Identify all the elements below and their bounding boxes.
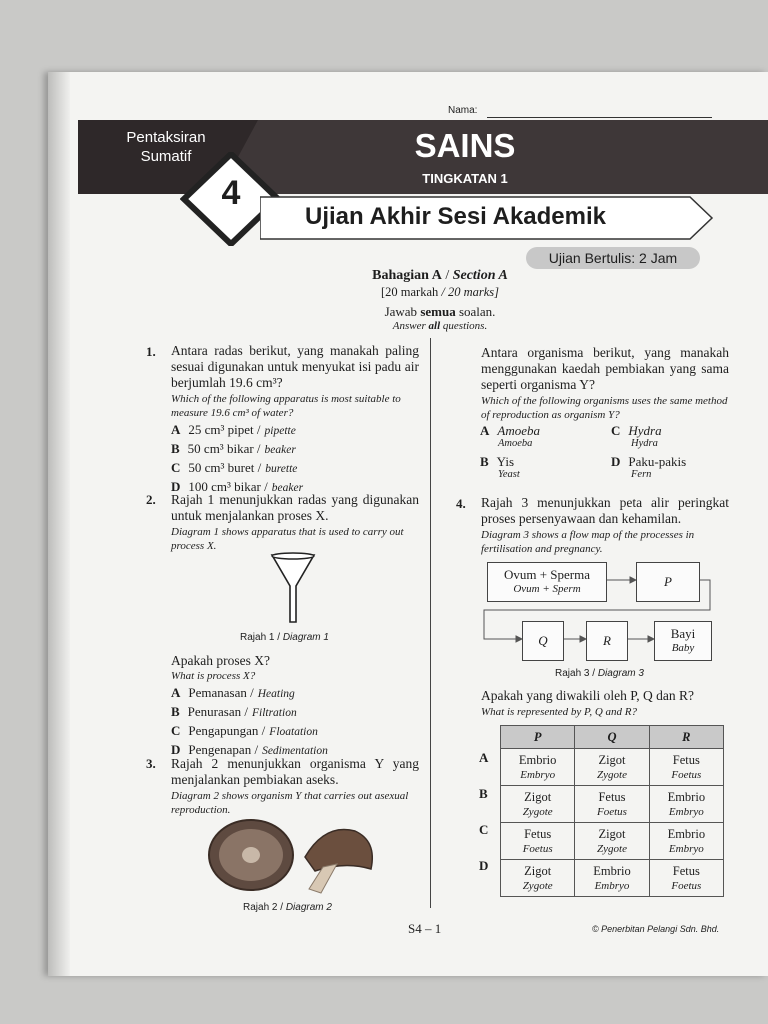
q1-number: 1. <box>146 344 156 359</box>
q2-text-en: Diagram 1 shows apparatus that is used to carry out process X. <box>171 526 404 552</box>
paper-duration: Ujian Bertulis: 2 Jam <box>526 247 700 269</box>
q1-option-d[interactable]: D 100 cm³ bikar / beaker <box>171 479 304 494</box>
q1-option-c[interactable]: C 50 cm³ buret / burette <box>171 460 298 475</box>
section-title-ms: Bahagian A <box>372 268 442 283</box>
brand-line1: Pentaksiran <box>126 129 206 146</box>
flow-end-box: Bayi Baby <box>654 621 712 661</box>
q2-prompt-en: What is process X? <box>171 670 256 682</box>
table-header: Q <box>575 726 649 749</box>
flow-start-box: Ovum + Sperma Ovum + Sperm <box>487 562 607 602</box>
table-row[interactable] <box>501 823 724 860</box>
flow-q-box: Q <box>522 621 564 661</box>
instruction-en: Answer all questions. <box>392 320 488 332</box>
q2-option-a[interactable]: A Pemanasan / Heating <box>171 685 295 700</box>
table-cell: Zigot Zygote <box>501 860 575 897</box>
q4-answer-table <box>500 725 724 897</box>
flow-p-box: P <box>636 562 700 602</box>
q4-row-label-d[interactable]: D <box>479 858 489 873</box>
q2-text-ms: Rajah 1 menunjukkan radas yang digunakan untuk menjalankan proses X. <box>171 492 419 523</box>
q2-option-d[interactable]: D Pengenapan / Sedimentation <box>171 742 328 757</box>
q4-number: 4. <box>456 496 466 511</box>
page-number: S4 – 1 <box>408 921 442 936</box>
table-cell: Embrio Embryo <box>649 823 723 860</box>
table-cell: Zigot Zygote <box>501 786 575 823</box>
funnel-icon <box>268 552 318 627</box>
diagram1-caption: Rajah 1 / Diagram 1 <box>240 632 329 643</box>
table-cell: Fetus Foetus <box>649 860 723 897</box>
q1-text-en: Which of the following apparatus is most suitable to measure 19.6 cm³ of water? <box>171 393 401 419</box>
table-header: R <box>649 726 723 749</box>
column-divider <box>430 338 431 908</box>
q4-row-label-c[interactable]: C <box>479 822 489 837</box>
q1-option-a[interactable]: A 25 cm³ pipet / pipette <box>171 422 296 437</box>
mushroom-image <box>205 817 380 897</box>
q4-prompt-en: What is represented by P, Q and R? <box>481 706 638 718</box>
q3-option-b[interactable]: B Yis Yeast <box>480 454 520 480</box>
section-title-en: Section A <box>452 268 508 283</box>
subject-title: SAINS <box>414 127 516 164</box>
q4-row-label-a[interactable]: A <box>479 750 489 765</box>
q1-option-b[interactable]: B 50 cm³ bikar / beaker <box>171 441 296 456</box>
level-title: TINGKATAN 1 <box>422 171 508 186</box>
table-cell: Fetus Foetus <box>501 823 575 860</box>
q4-text-en: Diagram 3 shows a flow map of the processes in fertilisation and pregnancy. <box>481 529 695 555</box>
brand-line2: Sumatif <box>140 148 192 165</box>
section-marks: [20 markah / 20 marks] <box>380 285 500 299</box>
table-row[interactable] <box>501 749 724 786</box>
diagram3-caption: Rajah 3 / Diagram 3 <box>555 668 644 679</box>
flow-r-box: R <box>586 621 628 661</box>
q4-prompt-ms: Apakah yang diwakili oleh P, Q dan R? <box>481 688 694 703</box>
table-cell: Zigot Zygote <box>575 749 649 786</box>
table-row[interactable] <box>501 786 724 823</box>
q3-option-a[interactable]: A Amoeba Amoeba <box>480 423 540 449</box>
q2-option-b[interactable]: B Penurasan / Filtration <box>171 704 297 719</box>
q2-number: 2. <box>146 492 156 507</box>
q3-text-ms: Rajah 2 menunjukkan organisma Y yang menjalankan pembiakan aseks. <box>171 756 419 787</box>
q2-options <box>171 684 421 760</box>
q3-number: 3. <box>146 756 156 771</box>
table-cell: Embrio Embryo <box>501 749 575 786</box>
table-cell: Embrio Embryo <box>575 860 649 897</box>
diagram2-caption: Rajah 2 / Diagram 2 <box>243 902 332 913</box>
section-title: Bahagian A / Section A <box>372 268 508 283</box>
q4-text-ms: Rajah 3 menunjukkan peta alir peringkat proses persenyawaan dan kehamilan. <box>481 495 729 526</box>
exam-title: Ujian Akhir Sesi Akademik <box>305 203 607 230</box>
table-header: P <box>501 726 575 749</box>
table-cell: Embrio Embryo <box>649 786 723 823</box>
q3-option-c[interactable]: C Hydra Hydra <box>611 423 662 449</box>
q1-text-ms: Antara radas berikut, yang manakah paling sesuai digunakan untuk menyukat isi padu air berjumlah 19.6 cm³? <box>171 343 419 390</box>
page-spine <box>48 72 70 976</box>
table-cell: Fetus Foetus <box>575 786 649 823</box>
instruction-ms: Jawab semua soalan. <box>384 304 496 319</box>
name-line <box>487 117 712 118</box>
table-row[interactable] <box>501 860 724 897</box>
assessment-number: 4 <box>221 174 241 212</box>
table-cell: Fetus Foetus <box>649 749 723 786</box>
q3-cont-ms: Antara organisma berikut, yang manakah menggunakan kaedah pembiakan yang sama seperti organisma Y? <box>481 345 729 392</box>
name-label: Nama: <box>448 105 478 116</box>
q3-cont-en: Which of the following organisms uses the same method of reproduction as organism Y? <box>481 395 728 421</box>
q4-row-label-b[interactable]: B <box>479 786 488 801</box>
q2-prompt-ms: Apakah proses X? <box>171 653 270 668</box>
q1-options <box>171 421 421 497</box>
q3-option-d[interactable]: D Paku-pakis Fern <box>611 454 687 480</box>
q3-text-en: Diagram 2 shows organism Y that carries out asexual reproduction. <box>171 790 409 816</box>
q2-option-c[interactable]: C Pengapungan / Floatation <box>171 723 318 738</box>
publisher-credit: © Penerbitan Pelangi Sdn. Bhd. <box>592 924 720 934</box>
table-header-row <box>501 726 724 749</box>
table-cell: Zigot Zygote <box>575 823 649 860</box>
